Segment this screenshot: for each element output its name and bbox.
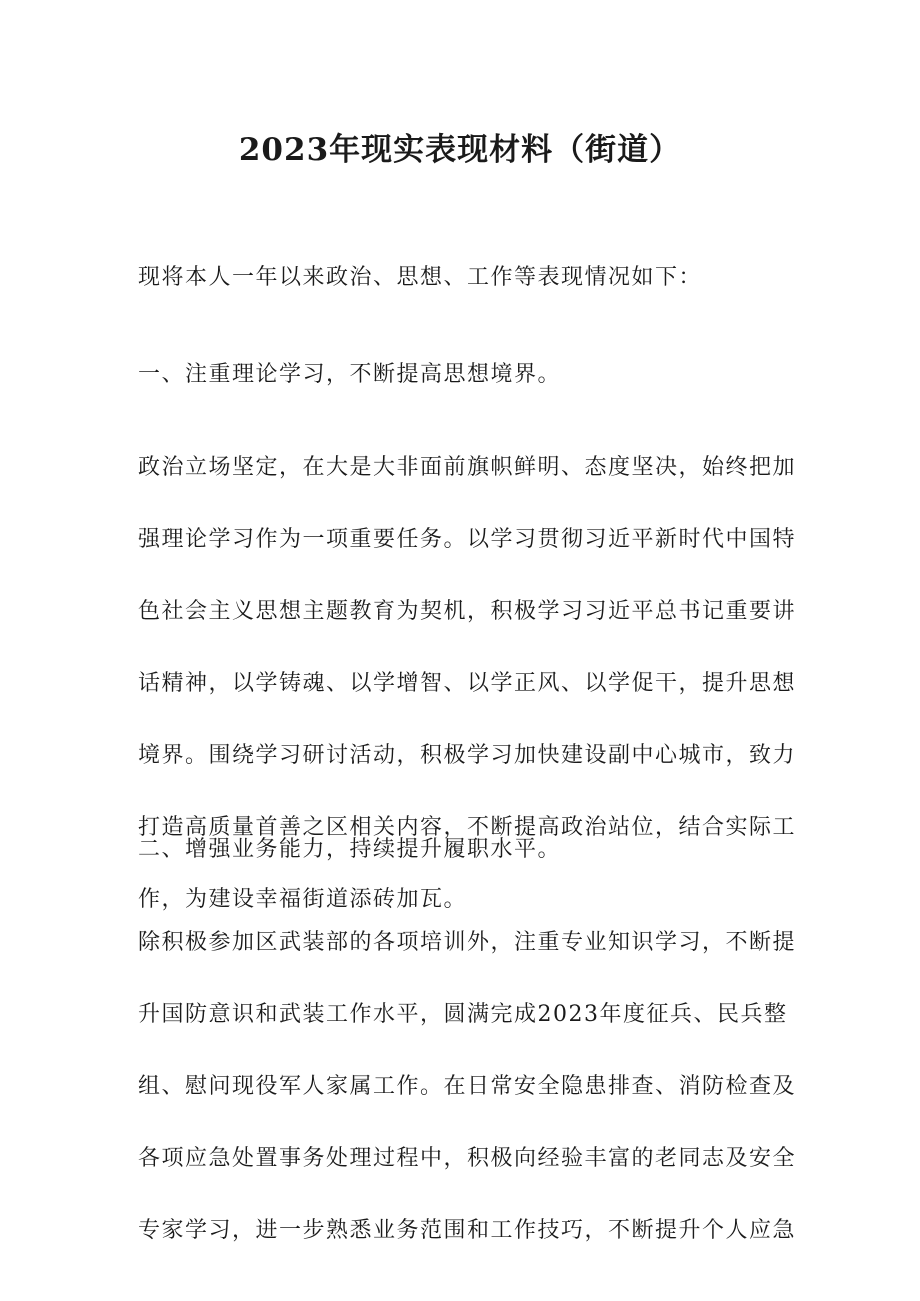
document-title: 2023年现实表现材料（街道）: [238, 132, 682, 168]
paragraph-line: 升国防意识和武装工作水平，圆满完成2023年度征兵、民兵整: [138, 1002, 788, 1027]
paragraph-line: 各项应急处置事务处理过程中，积极向经验丰富的老同志及安全: [138, 1146, 797, 1171]
paragraph-line: 专家学习，进一步熟悉业务范围和工作技巧，不断提升个人应急: [138, 1218, 797, 1243]
paragraph-line: 打造高质量首善之区相关内容，不断提高政治站位，结合实际工: [138, 815, 797, 840]
section-2-paragraph: [138, 925, 797, 1249]
paragraph-line: 除积极参加区武装部的各项培训外，注重专业知识学习，不断提: [138, 930, 797, 955]
paragraph-line: 境界。围绕学习研讨活动，积极学习加快建设副中心城市，致力: [138, 743, 797, 768]
paragraph-line: 政治立场坚定，在大是大非面前旗帜鲜明、态度坚决，始终把加: [138, 455, 797, 480]
paragraph-line: 强理论学习作为一项重要任务。以学习贯彻习近平新时代中国特: [138, 527, 797, 552]
section-2-heading: 二、增强业务能力，持续提升履职水平。: [138, 837, 562, 862]
section-1-heading: 一、注重理论学习，不断提高思想境界。: [138, 362, 562, 387]
paragraph-line: 作，为建设幸福街道添砖加瓦。: [138, 887, 468, 912]
intro-paragraph: 现将本人一年以来政治、思想、工作等表现情况如下：: [138, 265, 703, 290]
paragraph-line: 色社会主义思想主题教育为契机，积极学习习近平总书记重要讲: [138, 599, 797, 624]
paragraph-line: 组、慰问现役军人家属工作。在日常安全隐患排查、消防检查及: [138, 1074, 797, 1099]
paragraph-line: 话精神，以学铸魂、以学增智、以学正风、以学促干，提升思想: [138, 671, 797, 696]
